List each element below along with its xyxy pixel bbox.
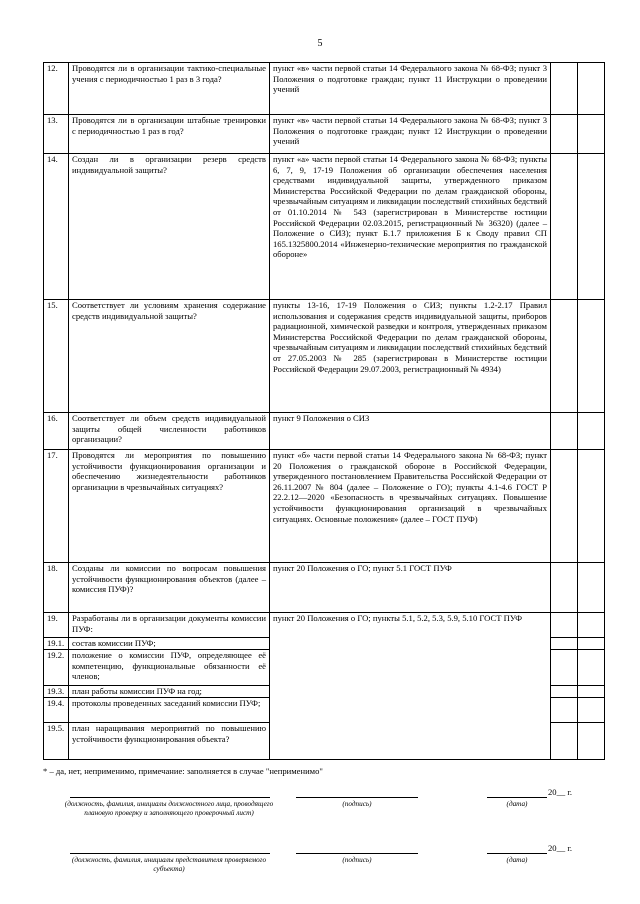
row-reference: пункт 20 Положения о ГО; пункты 5.1, 5.2, 5.3, 5.9, 5.10 ГОСТ ПУФ bbox=[270, 613, 551, 760]
answer-cell[interactable] bbox=[551, 63, 578, 115]
inspector-signature-caption: (подпись) bbox=[342, 800, 372, 808]
row-question: Разработаны ли в организации документы комиссии ПУФ: bbox=[69, 613, 270, 638]
note-cell[interactable] bbox=[578, 723, 605, 760]
subject-position-line[interactable] bbox=[70, 853, 270, 854]
note-cell[interactable] bbox=[578, 300, 605, 413]
row-question: план наращивания мероприятий по повышению устойчивости функционирования объекта? bbox=[69, 723, 270, 760]
inspector-date-line[interactable] bbox=[487, 797, 547, 798]
table-row bbox=[44, 413, 605, 450]
row-number: 19.4. bbox=[44, 698, 69, 723]
row-question: Проводятся ли в организации штабные тренировки с периодичностью 1 раз в год? bbox=[69, 115, 270, 154]
subject-signature-line[interactable] bbox=[296, 853, 418, 854]
table-row bbox=[44, 563, 605, 613]
row-question: Проводятся ли в организации тактико-специальные учения с периодичностью 1 раз в 3 года? bbox=[69, 63, 270, 115]
note-cell[interactable] bbox=[578, 413, 605, 450]
row-reference: пункт 9 Положения о СИЗ bbox=[270, 413, 551, 450]
page-number: 5 bbox=[317, 38, 323, 49]
row-number: 19.1. bbox=[44, 638, 69, 650]
answer-cell[interactable] bbox=[551, 563, 578, 613]
subject-signature-caption: (подпись) bbox=[342, 856, 372, 864]
answer-cell[interactable] bbox=[551, 650, 578, 686]
row-reference: пункт «а» части первой статьи 14 Федерального закона № 68-ФЗ; пункты 6, 7, 9, 17-19 Положения об организации обеспечения населения средствами индивидуальной защиты, утвержденного приказом Министерства Российской Федерации по делам гражданской обороны, чрезвычайным ситуациям и ликвидации последствий стихийных бедствий от 01.10.2014 № 543 (зарегистрирован в Министерстве юстиции Российской Федерации 02.03.2015, регистрационный № 36320) (далее – Положение о СИЗ); пункт Б.1.7 приложения Б к Своду правил СП 165.1325800.2014 «Инженерно-технические мероприятия по гражданской обороне» bbox=[270, 154, 551, 300]
answer-cell[interactable] bbox=[551, 115, 578, 154]
inspector-position-caption: (должность, фамилия, инициалы должностного лица, проводящего плановую проверку и заполняющего проверочный лист) bbox=[64, 800, 274, 817]
inspector-position-line[interactable] bbox=[70, 797, 270, 798]
row-question: Соответствует ли условиям хранения содержание средств индивидуальной защиты? bbox=[69, 300, 270, 413]
row-reference: пункт 20 Положения о ГО; пункт 5.1 ГОСТ ПУФ bbox=[270, 563, 551, 613]
answer-cell[interactable] bbox=[551, 300, 578, 413]
table-row bbox=[44, 450, 605, 563]
row-number: 13. bbox=[44, 115, 69, 154]
row-question: протоколы проведенных заседаний комиссии ПУФ; bbox=[69, 698, 270, 723]
inspector-signature-line[interactable] bbox=[296, 797, 418, 798]
answer-cell[interactable] bbox=[551, 154, 578, 300]
row-reference: пункт «в» части первой статьи 14 Федерального закона № 68-ФЗ; пункт 3 Положения о подготовке граждан; пункт 11 Инструкции о проведении учений bbox=[270, 63, 551, 115]
table-row bbox=[44, 300, 605, 413]
note-cell[interactable] bbox=[578, 638, 605, 650]
table-row bbox=[44, 115, 605, 154]
row-reference: пункт «в» части первой статьи 14 Федерального закона № 68-ФЗ; пункт 3 Положения о подготовке граждан; пункт 12 Инструкции о проведении учений bbox=[270, 115, 551, 154]
table-row bbox=[44, 154, 605, 300]
row-question: Проводятся ли мероприятия по повышению устойчивости функционирования организации и обеспечению жизнедеятельности работников организации в чрезвычайных ситуациях? bbox=[69, 450, 270, 563]
note-cell[interactable] bbox=[578, 613, 605, 638]
answer-cell[interactable] bbox=[551, 698, 578, 723]
row-number: 19.3. bbox=[44, 686, 69, 698]
row-number: 16. bbox=[44, 413, 69, 450]
note-cell[interactable] bbox=[578, 698, 605, 723]
inspector-date-suffix: 20__ г. bbox=[548, 787, 573, 797]
row-number: 19.2. bbox=[44, 650, 69, 686]
row-number: 19.5. bbox=[44, 723, 69, 760]
note-cell[interactable] bbox=[578, 154, 605, 300]
row-number: 18. bbox=[44, 563, 69, 613]
answer-cell[interactable] bbox=[551, 723, 578, 760]
footnote: * – да, нет, неприменимо, примечание: заполняется в случае "неприменимо" bbox=[43, 766, 323, 776]
table-row bbox=[44, 63, 605, 115]
note-cell[interactable] bbox=[578, 63, 605, 115]
row-question: состав комиссии ПУФ; bbox=[69, 638, 270, 650]
answer-cell[interactable] bbox=[551, 613, 578, 638]
checklist-table bbox=[43, 62, 605, 760]
note-cell[interactable] bbox=[578, 115, 605, 154]
note-cell[interactable] bbox=[578, 686, 605, 698]
row-question: план работы комиссии ПУФ на год; bbox=[69, 686, 270, 698]
row-question: Соответствует ли объем средств индивидуальной защиты общей численности работников организации? bbox=[69, 413, 270, 450]
row-number: 19. bbox=[44, 613, 69, 638]
note-cell[interactable] bbox=[578, 650, 605, 686]
answer-cell[interactable] bbox=[551, 450, 578, 563]
table-row bbox=[44, 613, 605, 638]
answer-cell[interactable] bbox=[551, 413, 578, 450]
row-number: 15. bbox=[44, 300, 69, 413]
subject-date-suffix: 20__ г. bbox=[548, 843, 573, 853]
row-reference: пункт «б» части первой статьи 14 Федерального закона № 68-ФЗ; пункт 20 Положения о гражданской обороне в Российской Федерации, утвержденного постановлением Правительства Российской Федерации от 26.11.2007 № 804 (далее – Положение о ГО); пункты 4.1-4.6 ГОСТ Р 22.2.12—2020 «Безопасность в чрезвычайных ситуациях. Повышение устойчивости функционирования организаций в чрезвычайных ситуациях. Основные положения» (далее – ГОСТ ПУФ) bbox=[270, 450, 551, 563]
inspector-date-caption: (дата) bbox=[506, 800, 528, 808]
answer-cell[interactable] bbox=[551, 638, 578, 650]
note-cell[interactable] bbox=[578, 563, 605, 613]
subject-date-caption: (дата) bbox=[506, 856, 528, 864]
note-cell[interactable] bbox=[578, 450, 605, 563]
row-question: Созданы ли комиссии по вопросам повышения устойчивости функционирования объектов (далее – комиссия ПУФ)? bbox=[69, 563, 270, 613]
subject-date-line[interactable] bbox=[487, 853, 547, 854]
subject-position-caption: (должность, фамилия, инициалы представителя проверяемого субъекта) bbox=[71, 856, 267, 873]
row-question: положение о комиссии ПУФ, определяющее её компетенцию, функциональные обязанности её членов; bbox=[69, 650, 270, 686]
row-question: Создан ли в организации резерв средств индивидуальной защиты? bbox=[69, 154, 270, 300]
row-reference: пункты 13-16, 17-19 Положения о СИЗ; пункты 1.2-2.17 Правил использования и содержания средств индивидуальной защиты, приборов радиационной, химической разведки и контроля, утвержденных приказом Министерства Российской Федерации по делам гражданской обороны, чрезвычайным ситуациям и ликвидации последствий стихийных бедствий от 27.05.2003 № 285 (зарегистрирован в Министерстве юстиции Российской Федерации 29.07.2003, регистрационный № 4934) bbox=[270, 300, 551, 413]
row-number: 14. bbox=[44, 154, 69, 300]
row-number: 12. bbox=[44, 63, 69, 115]
row-number: 17. bbox=[44, 450, 69, 563]
answer-cell[interactable] bbox=[551, 686, 578, 698]
